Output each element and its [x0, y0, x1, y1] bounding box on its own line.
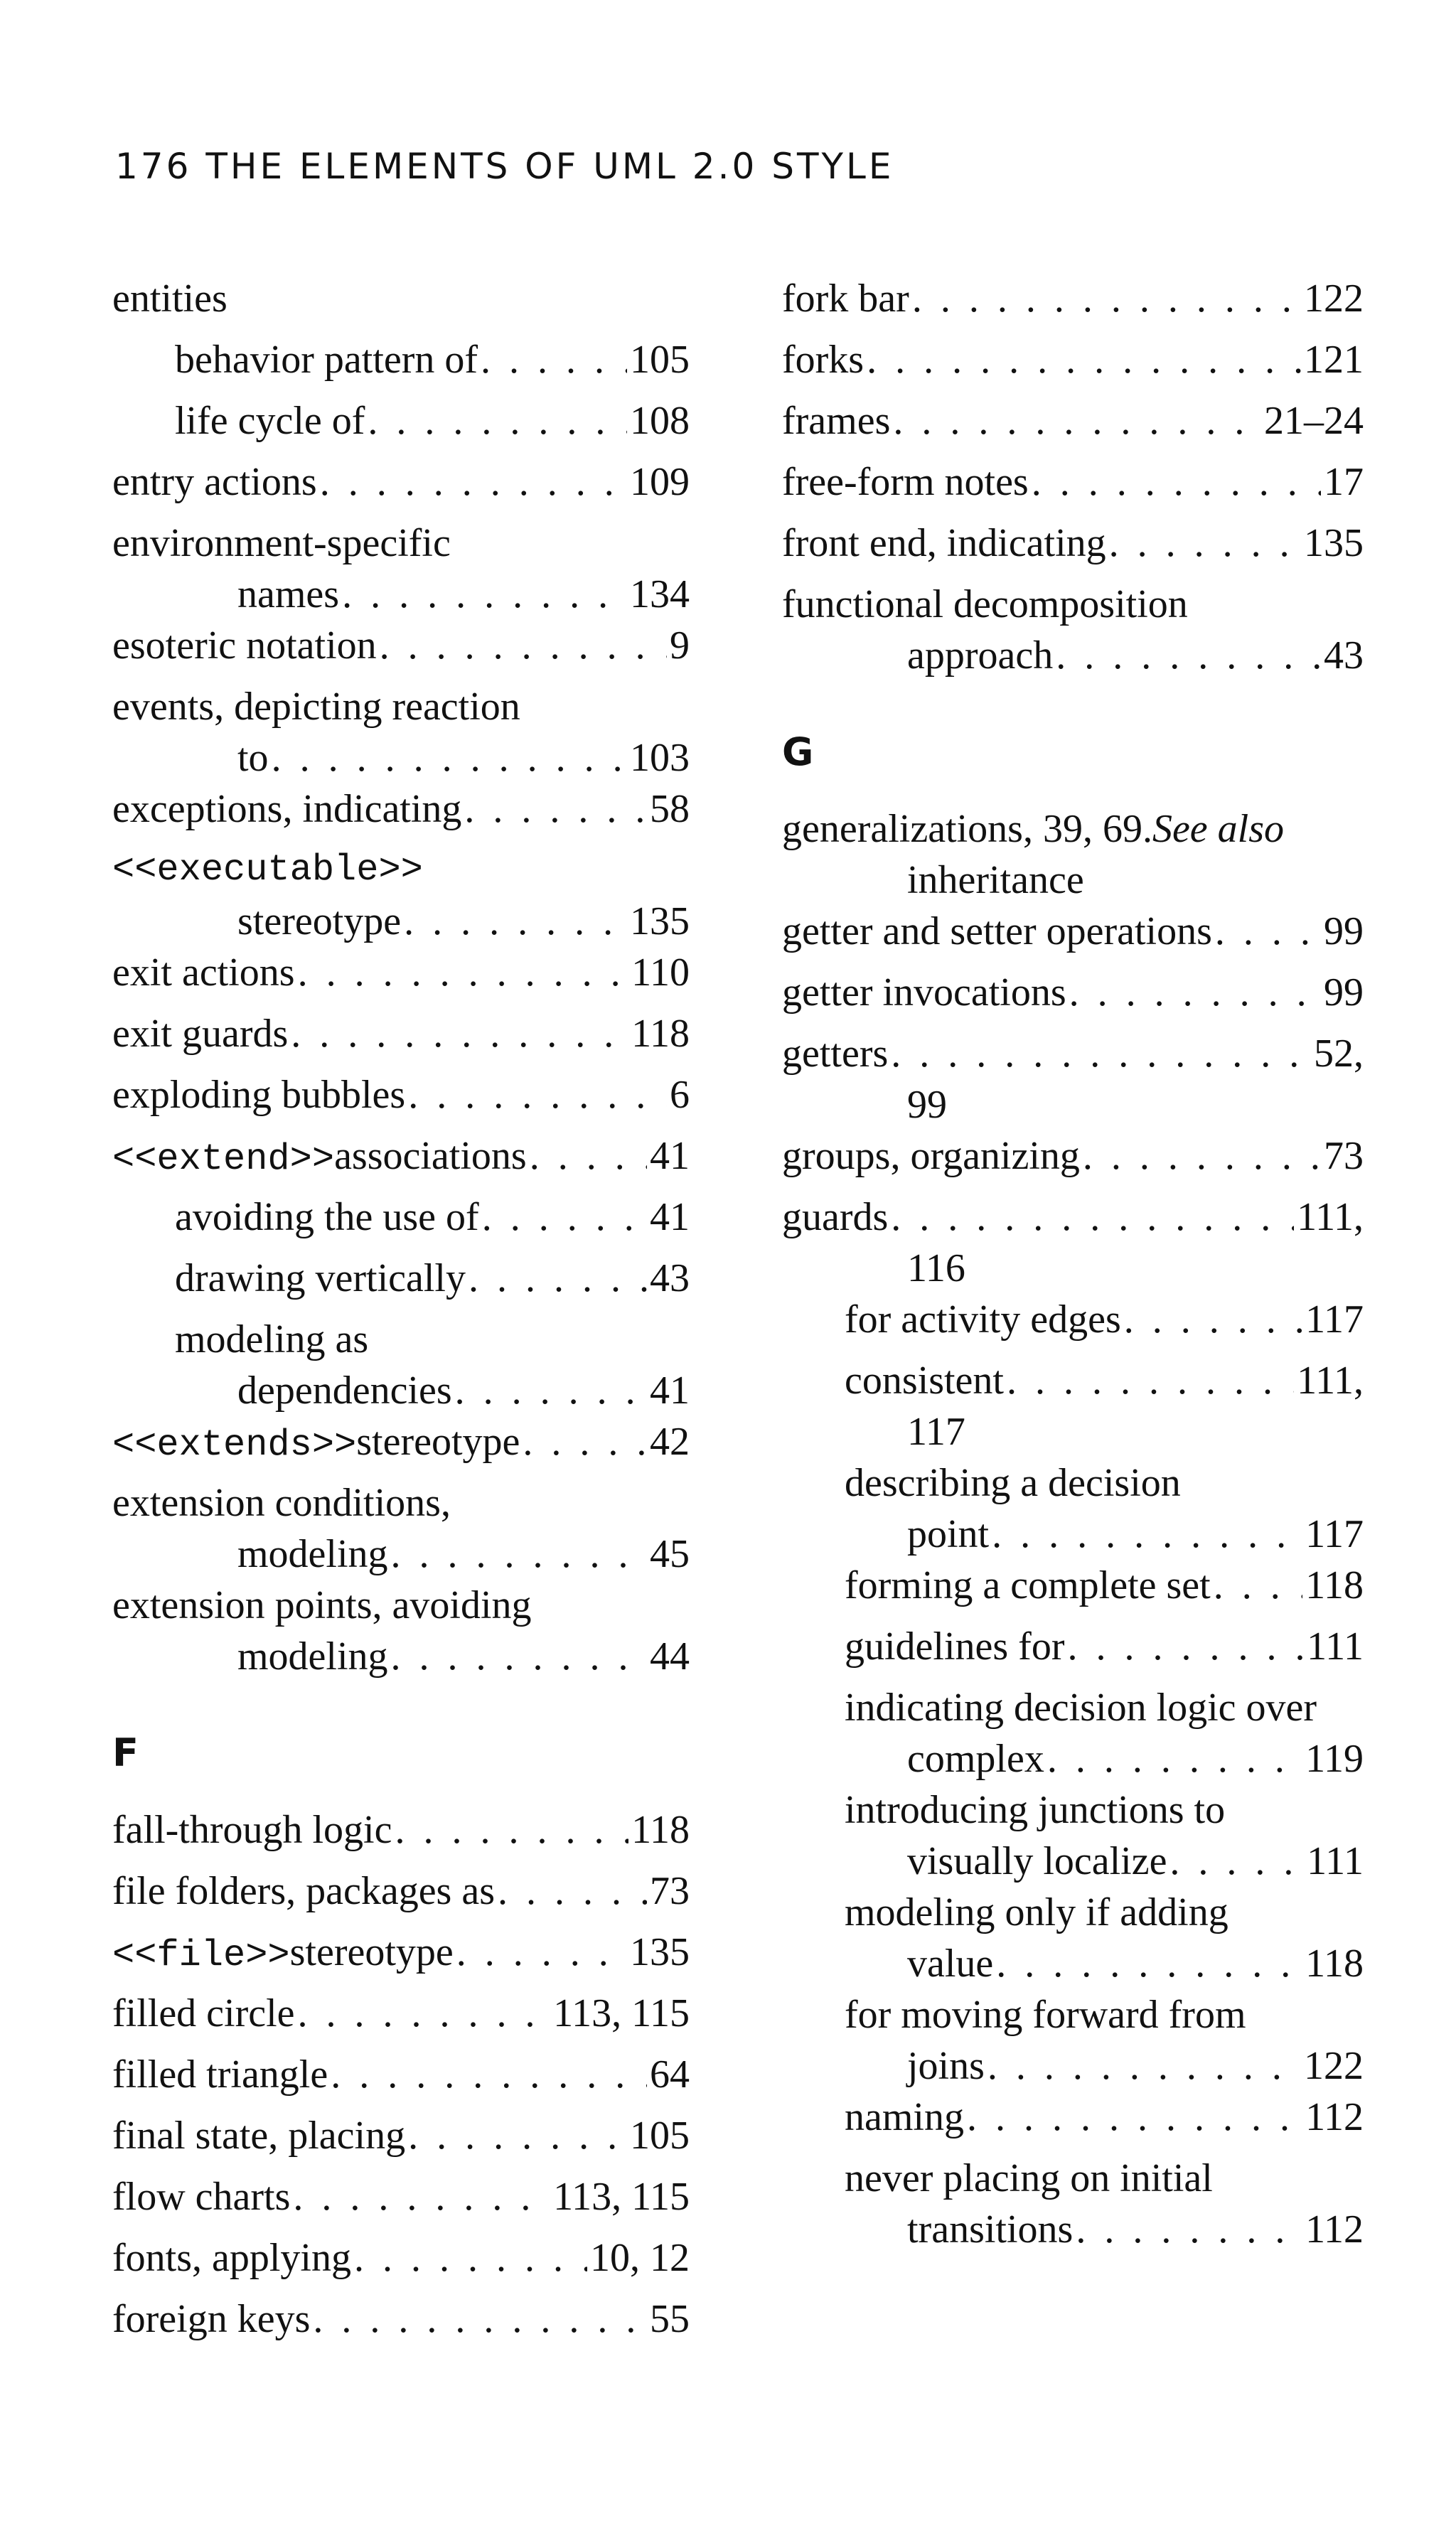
index-entry — [782, 2153, 1364, 2255]
page-number: 99 — [1324, 970, 1364, 1015]
index-entry-term: entities — [112, 277, 228, 321]
index-entry-term: extension conditions, — [112, 1481, 451, 1525]
page-number: 111, — [1297, 1359, 1364, 1403]
page-number: 58 — [650, 787, 690, 831]
index-entry-term: filled circle — [112, 1991, 295, 2035]
index-entry — [782, 967, 1364, 1028]
index-entry-continuation — [782, 1079, 1364, 1130]
leader-dots — [530, 1130, 647, 1182]
page-number: 52, — [1314, 1032, 1364, 1076]
index-entry-continuation — [845, 1733, 1364, 1784]
index-entry — [112, 2232, 690, 2293]
page-number-cont: 117 — [907, 1410, 965, 1454]
index-entry-line — [845, 1887, 1364, 1938]
index-entry-term-cont: value — [907, 1942, 994, 1986]
index-entry-line — [112, 947, 690, 998]
leader-dots — [1047, 1733, 1302, 1784]
page-number: 10, 12 — [590, 2236, 690, 2280]
index-entry — [782, 1294, 1364, 1355]
index-entry — [112, 681, 690, 783]
index-entry — [112, 845, 690, 947]
leader-dots — [293, 2171, 550, 2222]
index-entry — [782, 1682, 1364, 1784]
page-number: 112 — [1305, 2207, 1364, 2252]
page-number: 103 — [630, 736, 690, 780]
index-entry-line — [112, 1069, 690, 1120]
index-entry-term: for activity edges — [845, 1297, 1121, 1342]
index-entry-line — [112, 1866, 690, 1917]
page-number: 44 — [650, 1634, 690, 1679]
leader-dots — [354, 2232, 587, 2284]
page-number: 111 — [1307, 1839, 1364, 1883]
index-entry — [112, 1253, 690, 1314]
leader-dots — [912, 273, 1301, 324]
index-entry-line — [782, 273, 1364, 324]
index-entry-code: <<file>> — [112, 1934, 290, 1976]
index-entry-line — [112, 1477, 690, 1529]
page-number: 105 — [630, 338, 690, 382]
index-entry-continuation — [175, 1365, 690, 1416]
index-entry — [112, 456, 690, 518]
index-entry-continuation — [112, 1631, 690, 1682]
index-entry — [112, 1069, 690, 1130]
index-entry-continuation — [782, 630, 1364, 681]
leader-dots — [455, 1365, 647, 1416]
section-letter: F — [112, 1730, 139, 1775]
index-entry-line — [112, 1804, 690, 1856]
index-entry-line — [782, 967, 1364, 1018]
index-entry-line — [782, 334, 1364, 385]
page-number: 41 — [650, 1369, 690, 1413]
page-number: 108 — [630, 399, 690, 443]
index-entry-term: drawing vertically — [175, 1256, 466, 1300]
index-entry-term: fall-through logic — [112, 1808, 392, 1852]
index-entry-term: life cycle of — [175, 399, 365, 443]
index-entry-line — [782, 395, 1364, 446]
index-entry-term: exploding bubbles — [112, 1073, 406, 1117]
index-entry — [112, 1580, 690, 1682]
index-entry-line — [845, 1355, 1364, 1406]
leader-dots — [1007, 1355, 1294, 1406]
index-entry-term: final state, placing — [112, 2114, 406, 2158]
leader-dots — [456, 1927, 627, 1978]
index-entry-line — [112, 456, 690, 508]
index-entry — [112, 620, 690, 681]
index-entry — [782, 906, 1364, 967]
leader-dots — [891, 1192, 1294, 1243]
page-number: 134 — [630, 572, 690, 616]
leader-dots — [320, 456, 627, 508]
page-number: 110 — [631, 951, 690, 995]
index-entry-term-cont: transitions — [907, 2207, 1074, 2252]
index-entry — [112, 947, 690, 1008]
index-entry-line — [845, 1560, 1364, 1611]
index-entry-line — [845, 1682, 1364, 1733]
page-number: 118 — [631, 1808, 690, 1852]
index-entry-continuation — [112, 1529, 690, 1580]
running-header: 176 THE ELEMENTS OF UML 2.0 STYLE — [115, 146, 894, 187]
index-entry — [782, 1355, 1364, 1457]
index-entry-term: generalizations, 39, 69. — [782, 807, 1152, 851]
index-entry-line — [112, 2293, 690, 2345]
index-entry-continuation — [845, 1509, 1364, 1560]
index-entry-continuation — [112, 732, 690, 783]
index-entry — [782, 1621, 1364, 1682]
page-number: 41 — [650, 1195, 690, 1239]
leader-dots — [893, 395, 1261, 446]
index-entry-line — [112, 620, 690, 671]
page-number: 117 — [1305, 1297, 1364, 1342]
index-entry — [782, 1192, 1364, 1294]
index-entry-line — [782, 1192, 1364, 1243]
index-entry — [112, 1314, 690, 1416]
index-entry-term: guidelines for — [845, 1624, 1065, 1669]
page-number-cont: inheritance — [907, 858, 1084, 902]
page-number: 135 — [630, 899, 690, 943]
index-entry-continuation — [845, 2204, 1364, 2255]
page-number: 135 — [630, 1930, 690, 1974]
leader-dots — [482, 1192, 647, 1243]
index-entry-term: avoiding the use of — [175, 1195, 479, 1239]
leader-dots — [1109, 518, 1301, 569]
index-entry-term: functional decomposition — [782, 582, 1188, 626]
index-entry-term: getter and setter operations — [782, 909, 1212, 953]
leader-dots — [987, 2040, 1301, 2092]
page-number: 118 — [631, 1012, 690, 1056]
index-entry-term-cont: dependencies — [237, 1369, 452, 1413]
index-entry-term: frames — [782, 399, 891, 443]
leader-dots — [408, 2110, 627, 2161]
index-entry-line — [845, 1294, 1364, 1345]
index-entry-line — [175, 1314, 690, 1365]
index-entry-continuation — [845, 1406, 1364, 1457]
index-entry — [782, 1887, 1364, 1989]
index-entry-term: forming a complete set — [845, 1563, 1211, 1607]
index-entry-term: free-form notes — [782, 460, 1029, 504]
leader-dots — [313, 2293, 647, 2345]
index-entry-term-cont: modeling — [237, 1634, 388, 1679]
index-entry-term: filled triangle — [112, 2052, 328, 2097]
leader-dots — [996, 1938, 1302, 1989]
index-entry-term: exit actions — [112, 951, 295, 995]
leader-dots — [1215, 906, 1321, 957]
index-entry-term: entry actions — [112, 460, 317, 504]
page-number: 111, — [1297, 1195, 1364, 1239]
index-entry-line — [175, 1253, 690, 1304]
page-number: 113, 115 — [553, 1991, 690, 2035]
index-entry-term-cont: joins — [907, 2044, 985, 2088]
page-number: 73 — [650, 1869, 690, 1913]
index-entry-term: exit guards — [112, 1012, 289, 1056]
page-number: 122 — [1304, 277, 1364, 321]
index-entry-line — [782, 1028, 1364, 1079]
page-number: 119 — [1305, 1737, 1364, 1781]
index-entry — [112, 1866, 690, 1927]
index-entry-line — [175, 395, 690, 446]
index-entry-term: guards — [782, 1195, 889, 1239]
page-number: 113, 115 — [553, 2175, 690, 2219]
index-entry-continuation — [112, 896, 690, 947]
index-entry-line — [782, 456, 1364, 508]
leader-dots — [464, 783, 647, 835]
index-entry — [112, 1416, 690, 1477]
index-entry — [112, 783, 690, 845]
index-entry-line — [112, 1008, 690, 1059]
index-entry-line — [112, 2232, 690, 2284]
index-entry-term: file folders, packages as — [112, 1869, 495, 1913]
leader-dots — [1169, 1836, 1304, 1887]
index-entry — [782, 579, 1364, 681]
index-entry-term: flow charts — [112, 2175, 291, 2219]
leader-dots — [1083, 1130, 1321, 1182]
leader-dots — [1214, 1560, 1302, 1611]
leader-dots — [523, 1416, 647, 1467]
index-entry-line — [845, 1989, 1364, 2040]
index-entry-term: groups, organizing — [782, 1134, 1080, 1178]
index-entry-term: naming — [845, 2095, 964, 2139]
page-number: 64 — [650, 2052, 690, 2097]
index-entry — [782, 1028, 1364, 1130]
page-number: 55 — [650, 2297, 690, 2341]
index-entry-line — [782, 906, 1364, 957]
page-number: 121 — [1304, 338, 1364, 382]
leader-dots — [967, 2092, 1302, 2143]
index-entry — [112, 1477, 690, 1580]
index-entry-term: fork bar — [782, 277, 909, 321]
index-entry — [112, 334, 690, 395]
page-number: 99 — [1324, 909, 1364, 953]
page-number: 17 — [1324, 460, 1364, 504]
page-number: 117 — [1305, 1512, 1364, 1556]
leader-dots — [1124, 1294, 1302, 1345]
index-entry — [112, 395, 690, 456]
page-number: 6 — [670, 1073, 690, 1117]
index-entry-term: stereotype — [289, 1930, 454, 1974]
index-entry-term: for moving forward from — [845, 1993, 1246, 2037]
index-entry-term-cont: modeling — [237, 1532, 388, 1576]
leader-dots — [342, 569, 627, 620]
index-entry-continuation — [845, 1836, 1364, 1887]
index-entry-line — [112, 845, 690, 896]
index-entry-term: front end, indicating — [782, 521, 1106, 565]
page-number: 111 — [1307, 1624, 1364, 1669]
index-entry — [782, 1560, 1364, 1621]
index-entry-line — [112, 273, 690, 324]
index-entry — [112, 273, 690, 334]
page-number: 73 — [1324, 1134, 1364, 1178]
index-entry-term: indicating decision logic over — [845, 1686, 1317, 1730]
index-entry-line — [782, 579, 1364, 630]
index-entry — [112, 1192, 690, 1253]
section-letter: G — [782, 729, 814, 774]
index-entry — [112, 518, 690, 620]
index-entry — [782, 1130, 1364, 1192]
index-entry-line — [845, 1784, 1364, 1836]
index-entry-line — [782, 518, 1364, 569]
leader-dots — [298, 1988, 551, 2039]
index-entry-line — [845, 1621, 1364, 1672]
index-entry — [112, 1008, 690, 1069]
index-entry-line — [782, 803, 1364, 855]
page-number: 45 — [650, 1532, 690, 1576]
leader-dots — [298, 947, 628, 998]
page-number: 122 — [1304, 2044, 1364, 2088]
index-entry-term-cont: names — [237, 572, 340, 616]
index-entry-term-cont: approach — [907, 633, 1054, 678]
leader-dots — [498, 1866, 647, 1917]
index-entry-continuation — [782, 855, 1364, 906]
index-entry-term: getters — [782, 1032, 889, 1076]
index-entry-term-cont: complex — [907, 1737, 1044, 1781]
index-entry-line — [175, 334, 690, 385]
leader-dots — [272, 732, 627, 783]
index-entry-code: <<executable>> — [112, 849, 423, 891]
index-entry — [112, 1927, 690, 1988]
index-entry-term: behavior pattern of — [175, 338, 478, 382]
index-entry — [112, 2110, 690, 2171]
page-number-cont: 116 — [907, 1246, 965, 1290]
index-entry-line — [112, 1130, 690, 1185]
index-column-right — [782, 273, 1364, 2255]
index-entry-term: fonts, applying — [112, 2236, 351, 2280]
index-entry-term: introducing junctions to — [845, 1788, 1226, 1832]
leader-dots — [391, 1631, 647, 1682]
page-number: 135 — [1304, 521, 1364, 565]
index-entry — [782, 2092, 1364, 2153]
index-entry — [112, 2049, 690, 2110]
page-number: 43 — [1324, 633, 1364, 678]
index-entry — [112, 2293, 690, 2355]
page-number: 43 — [650, 1256, 690, 1300]
index-entry-line — [112, 681, 690, 732]
leader-dots — [391, 1529, 647, 1580]
index-entry-line — [845, 2153, 1364, 2204]
index-entry-term: modeling only if adding — [845, 1890, 1228, 1934]
leader-dots — [891, 1028, 1311, 1079]
index-entry-term: getter invocations — [782, 970, 1066, 1015]
index-entry — [782, 518, 1364, 579]
index-entry-line — [112, 1580, 690, 1631]
index-entry — [112, 1804, 690, 1866]
index-entry — [782, 273, 1364, 334]
index-entry-code: <<extends>> — [112, 1424, 357, 1466]
leader-dots — [1069, 967, 1321, 1018]
page-number: 118 — [1305, 1942, 1364, 1986]
index-entry — [112, 1988, 690, 2049]
page-number-cont: 99 — [907, 1083, 947, 1127]
page-number: 109 — [630, 460, 690, 504]
index-entry-line — [112, 2049, 690, 2100]
index-entry-line — [175, 1192, 690, 1243]
index-entry-continuation — [112, 569, 690, 620]
index-entry-line — [112, 2110, 690, 2161]
index-entry-line — [845, 2092, 1364, 2143]
leader-dots — [408, 1069, 667, 1120]
index-entry-line — [782, 1130, 1364, 1182]
index-entry-line — [112, 1416, 690, 1471]
index-entry-term: exceptions, indicating — [112, 787, 462, 831]
index-entry-term: forks — [782, 338, 864, 382]
index-entry-term: modeling as — [175, 1317, 369, 1361]
index-entry-line — [112, 2171, 690, 2222]
index-entry-line — [112, 1927, 690, 1981]
see-also-label: See also — [1152, 807, 1285, 851]
index-entry-term-cont: to — [237, 736, 269, 780]
index-entry-term-cont: visually localize — [907, 1839, 1167, 1883]
index-entry-term: never placing on initial — [845, 2156, 1213, 2200]
page-number: 21–24 — [1264, 399, 1364, 443]
index-entry-term: associations — [334, 1134, 527, 1178]
index-entry — [112, 2171, 690, 2232]
index-entry-code: <<extend>> — [112, 1138, 335, 1180]
leader-dots — [404, 896, 627, 947]
index-entry — [782, 1784, 1364, 1887]
index-entry-term-cont: stereotype — [237, 899, 402, 943]
index-entry-line — [845, 1457, 1364, 1509]
index-entry-continuation — [845, 2040, 1364, 2092]
leader-dots — [992, 1509, 1302, 1560]
leader-dots — [1067, 1621, 1304, 1672]
page-number: 41 — [650, 1134, 690, 1178]
page-number: 42 — [650, 1420, 690, 1464]
index-entry-continuation — [782, 1243, 1364, 1294]
leader-dots — [1056, 630, 1321, 681]
page-number: 9 — [670, 623, 690, 668]
index-entry — [782, 456, 1364, 518]
index-entry-term: foreign keys — [112, 2297, 311, 2341]
leader-dots — [395, 1804, 628, 1856]
index-entry-line — [112, 518, 690, 569]
index-entry-term: describing a decision — [845, 1461, 1181, 1505]
index-entry — [782, 1989, 1364, 2092]
index-entry — [112, 1130, 690, 1192]
index-entry-term: extension points, avoiding — [112, 1583, 532, 1627]
index-entry-term: events, depicting reaction — [112, 685, 520, 729]
leader-dots — [380, 620, 667, 671]
index-entry — [782, 334, 1364, 395]
index-entry-line — [112, 1988, 690, 2039]
leader-dots — [291, 1008, 628, 1059]
index-entry-term: esoteric notation — [112, 623, 377, 668]
index-entry-term: environment-specific — [112, 521, 451, 565]
page-number: 105 — [630, 2114, 690, 2158]
page-number: 118 — [1305, 1563, 1364, 1607]
index-entry-term: consistent — [845, 1359, 1004, 1403]
leader-dots — [368, 395, 627, 446]
index-entry — [782, 1457, 1364, 1560]
leader-dots — [469, 1253, 647, 1304]
leader-dots — [481, 334, 627, 385]
index-entry — [782, 395, 1364, 456]
index-entry-continuation — [845, 1938, 1364, 1989]
leader-dots — [1032, 456, 1321, 508]
index-entry-term: stereotype — [356, 1420, 520, 1464]
leader-dots — [1076, 2204, 1302, 2255]
page-number: 112 — [1305, 2095, 1364, 2139]
leader-dots — [867, 334, 1301, 385]
index-column-left — [112, 273, 690, 2355]
index-entry-line — [112, 783, 690, 835]
index-entry-term-cont: point — [907, 1512, 990, 1556]
index-entry — [782, 803, 1364, 906]
leader-dots — [331, 2049, 647, 2100]
